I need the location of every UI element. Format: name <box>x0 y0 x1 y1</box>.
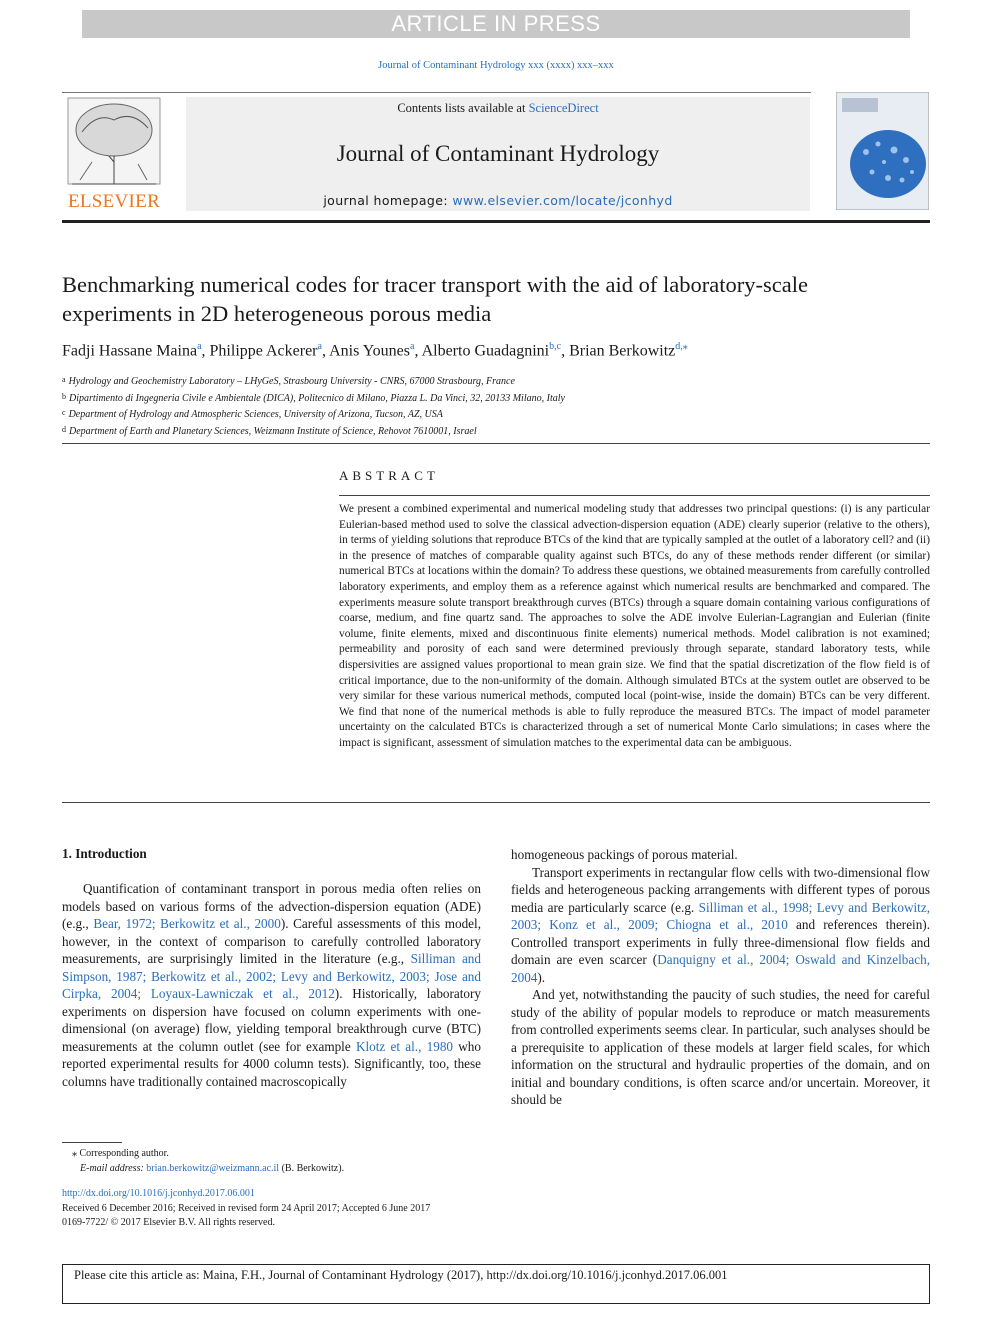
right-column <box>511 846 930 1109</box>
abstract-bottom-rule <box>62 802 930 803</box>
author-list: Fadji Hassane Maina$^a$, Philippe Ackerer$^a$, Anis Younes$^a$, Alberto Guadagnini$^{b,c}$, Brian Berkowitz$^{d,⁎}$ <box>62 341 688 360</box>
paragraph-text: Quantification of contaminant transport in porous media often relies on models based on various forms of the advection-dispersion equation (ADE) (e.g., <box>62 881 481 931</box>
affiliation-label: d <box>62 424 66 434</box>
affiliation-text: Hydrology and Geochemistry Laboratory – LHyGeS, Strasbourg University - CNRS, 67000 Strasbourg, France <box>68 376 515 387</box>
author-affiliation-mark[interactable]: a <box>317 341 322 352</box>
contents-available-line <box>186 101 810 116</box>
intro-paragraph-continued: homogeneous packings of porous material. <box>511 847 738 862</box>
section-heading-introduction: 1. Introduction <box>62 846 147 861</box>
corresponding-author-text: Corresponding author. <box>79 1148 169 1159</box>
citation-text: Please cite this article as: Maina, F.H., Journal of Contaminant Hydrology (2017), http://dx.doi.org/10.1016/j.jconhyd.2017.06.001 <box>74 1268 728 1282</box>
corresponding-author-note <box>62 1146 662 1161</box>
author-affiliation-mark[interactable]: d,⁎ <box>675 341 688 352</box>
paragraph-text: and references therein). Controlled transport experiments in fully three-dimensional flow fields and domain are even scarcer ( <box>511 917 930 967</box>
affiliation <box>62 423 930 440</box>
author-name[interactable]: Anis Younes <box>329 342 410 360</box>
homepage-link[interactable]: www.elsevier.com/locate/jconhyd <box>452 193 673 208</box>
journal-title: Journal of Contaminant Hydrology <box>336 141 660 166</box>
paragraph-text: who reported experimental results for 4000 column tests). Significantly, too, these columns have traditionally contained macroscopically <box>62 1038 481 1089</box>
email-suffix: (B. Berkowitz). <box>279 1163 345 1174</box>
copyright-line: 0169-7722/ © 2017 Elsevier B.V. All rights reserved. <box>62 1217 275 1228</box>
affiliation-text: Department of Hydrology and Atmospheric Sciences, University of Arizona, Tucson, AZ, USA <box>68 409 443 420</box>
affiliation-text: Department of Earth and Planetary Sciences, Weizmann Institute of Science, Rehovot 7610001, Israel <box>69 425 477 437</box>
affiliation-label: a <box>62 375 66 384</box>
header-bottom-rule <box>62 220 930 223</box>
received-dates: Received 6 December 2016; Received in revised form 24 April 2017; Accepted 6 June 2017 <box>62 1202 431 1214</box>
affiliation <box>62 406 930 423</box>
citation-link[interactable]: Bear, 1972; Berkowitz et al., 2000 <box>93 916 281 931</box>
citation-link[interactable]: Danquigny et al., 2004; Oswald and Kinzelbach, 2004 <box>511 952 930 985</box>
header-top-rule <box>62 92 811 93</box>
footnotes <box>62 1146 662 1176</box>
paragraph-text: ). Historically, laboratory experiments on dispersion have focused on column experiments with one-dimensional (on average) flow, yielding temporal breakthrough curve (BTC) measurements at the column outlet (see for example <box>62 986 481 1054</box>
author-name[interactable]: Alberto Guadagnini <box>421 342 550 360</box>
citation-link[interactable]: Silliman and Simpson, 1987; Berkowitz et al., 2002; Levy and Berkowitz, 2003; Jose and Cirpka, 2004; Loyaux-Lawniczak et al., 2012 <box>62 951 481 1001</box>
paragraph-text: ). Careful assessments of this model, however, in the context of comparison to carefully controlled laboratory measurements, are surprisingly limited in the literature (e.g., <box>62 916 481 966</box>
sciencedirect-link[interactable]: ScienceDirect <box>528 101 599 115</box>
citation-link[interactable]: Silliman et al., 1998; Levy and Berkowitz, 2003; Konz et al., 2009; Chiogna et al., 2010 <box>511 899 931 932</box>
affiliation-label: b <box>62 391 66 401</box>
intro-paragraph-3: And yet, notwithstanding the paucity of such studies, the need for careful study of the ability of popular models to reproduce or match measurements from controlled experiments seems clear. In particular, such analyses should be a prerequisite to application of these models at larger field scales, for which information on the structural and hydraulic properties of the domain, and on initial and boundary conditions, is often scarce and/or uncertain. Moreover, it should be <box>511 987 930 1107</box>
left-column <box>62 880 481 1090</box>
affiliation <box>62 373 930 390</box>
author-name[interactable]: Philippe Ackerer <box>209 342 318 360</box>
affiliation-divider <box>62 443 930 444</box>
citation-link[interactable]: Klotz et al., 1980 <box>355 1038 454 1054</box>
email-label: E-mail address: <box>80 1163 147 1174</box>
homepage-prefix: journal homepage: <box>323 193 453 208</box>
footnote-rule <box>62 1142 122 1143</box>
author-name[interactable]: Brian Berkowitz <box>569 342 676 360</box>
doi-link[interactable]: http://dx.doi.org/10.1016/j.jconhyd.2017.06.001 <box>62 1188 255 1199</box>
article-history <box>62 1187 662 1231</box>
article-title: Benchmarking numerical codes for tracer transport with the aid of laboratory-scale experiments in 2D heterogeneous porous media <box>62 272 808 326</box>
email-link[interactable]: brian.berkowitz@weizmann.ac.il <box>146 1163 280 1174</box>
intro-paragraph-2 <box>511 864 930 987</box>
journal-homepage-line <box>186 193 810 208</box>
affiliation <box>62 390 930 407</box>
abstract-body: We present a combined experimental and numerical modeling study that addresses two principal questions: (i) is any particular Eulerian-based method used to solve the classical advection-dispersion equation (ADE) clearly superior (relative to the others), in terms of yielding solutions that reproduce BTCs of the kind that are typically sampled at the outlet of a laboratory cell? and (ii) in the presence of matches of comparable quality against such BTCs, do any of these methods render different (or similar) numerical BTCs at locations within the domain? To address these questions, we obtained measurements from carefully controlled laboratory experiments, and employ them as a reference against which numerical results are benchmarked and compared. The experiments measure solute transport breakthrough curves (BTCs) through a square domain containing various configurations of coarse, medium, and fine quartz sand. The approaches to solve the ADE involve Eulerian-Lagrangian and Eulerian (finite volume, finite elements, mixed and discontinuous finite elements) numerical methods. Model calibration is not examined; permeability and porosity of each sand were determined previously through separate, standard laboratory tests, while dispersivities are assigned values proportional to mean grain size. We find that the spatial discretization of the flow field is of critical importance, due to the non-uniformity of the domain. Although simulated BTCs at the system outlet are observed to be very similar for these various numerical methods, computed local (point-wise, inside the domain) BTCs can be very different. We find that none of the numerical methods is able to fully reproduce the measured BTCs. The impact of model parameter uncertainty on the calculated BTCs is characterized through a set of numerical Monte Carlo simulations; in cases where the impact is significant, assessment of simulation matches to the experimental data can be ambiguous. <box>339 503 930 749</box>
footnote-marker: ⁎ <box>72 1148 80 1159</box>
contents-prefix: Contents lists available at <box>397 101 529 115</box>
article-in-press-banner: ARTICLE IN PRESS <box>82 10 910 38</box>
author-affiliation-mark[interactable]: a <box>197 341 202 352</box>
author-affiliation-mark[interactable]: a <box>410 341 415 352</box>
author-affiliation-mark[interactable]: b,c <box>549 341 562 352</box>
author-name[interactable]: Fadji Hassane Maina <box>62 342 198 360</box>
intro-paragraph-1 <box>62 880 481 1090</box>
affiliation-label: c <box>62 408 66 417</box>
affiliation-text: Dipartimento di Ingegneria Civile e Ambientale (DICA), Politecnico di Milano, Piazza L. Da Vinci, 32, 20133 Milano, Italy <box>69 392 565 404</box>
elsevier-wordmark: ELSEVIER <box>67 191 161 212</box>
journal-reference-link[interactable]: Journal of Contaminant Hydrology xxx (xxxx) xxx–xxx <box>378 60 614 71</box>
journal-cover-thumbnail[interactable] <box>836 92 929 210</box>
paragraph-text: Transport experiments in rectangular flow cells with two-dimensional flow fields and heterogeneous packing arrangements with different types of porous media are particularly scarce (e.g. <box>511 864 930 915</box>
affiliation-list <box>62 373 930 439</box>
email-note <box>62 1161 662 1176</box>
paragraph-text: ). <box>537 969 546 985</box>
abstract-heading: ABSTRACT <box>339 468 439 483</box>
abstract-top-rule <box>339 495 930 496</box>
